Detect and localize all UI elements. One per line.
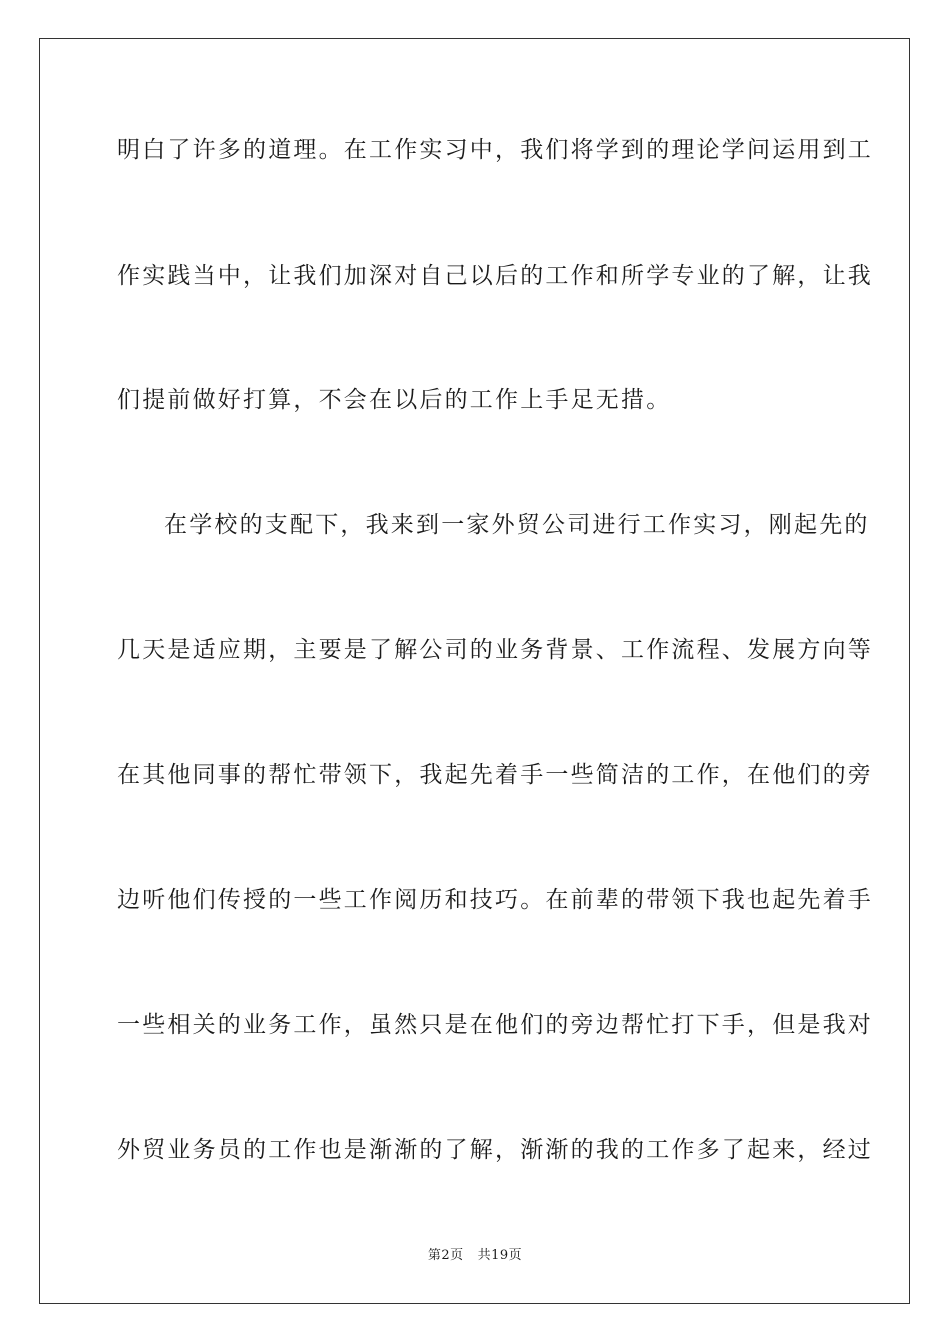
body-text-line: 作实践当中，让我们加深对自己以后的工作和所学专业的了解，让我: [117, 263, 873, 289]
body-text-line: 边听他们传授的一些工作阅历和技巧。在前辈的带领下我也起先着手: [117, 887, 873, 913]
body-text-line: 明白了许多的道理。在工作实习中，我们将学到的理论学问运用到工: [117, 137, 873, 163]
body-text-line: 几天是适应期，主要是了解公司的业务背景、工作流程、发展方向等: [117, 637, 873, 663]
page-border: [39, 38, 910, 1304]
page-total: 共19页: [477, 1248, 523, 1263]
page-footer: [0, 1248, 950, 1264]
body-text-line: 在其他同事的帮忙带领下，我起先着手一些简洁的工作，在他们的旁: [117, 762, 873, 788]
body-text-line: 一些相关的业务工作，虽然只是在他们的旁边帮忙打下手，但是我对: [117, 1012, 873, 1038]
body-text-line: 们提前做好打算，不会在以后的工作上手足无措。: [117, 387, 672, 413]
page-number: 第2页: [427, 1248, 464, 1263]
body-text-line: 外贸业务员的工作也是渐渐的了解，渐渐的我的工作多了起来，经过: [117, 1137, 873, 1163]
paragraph-first-line: 在学校的支配下，我来到一家外贸公司进行工作实习，刚起先的: [164, 512, 870, 538]
